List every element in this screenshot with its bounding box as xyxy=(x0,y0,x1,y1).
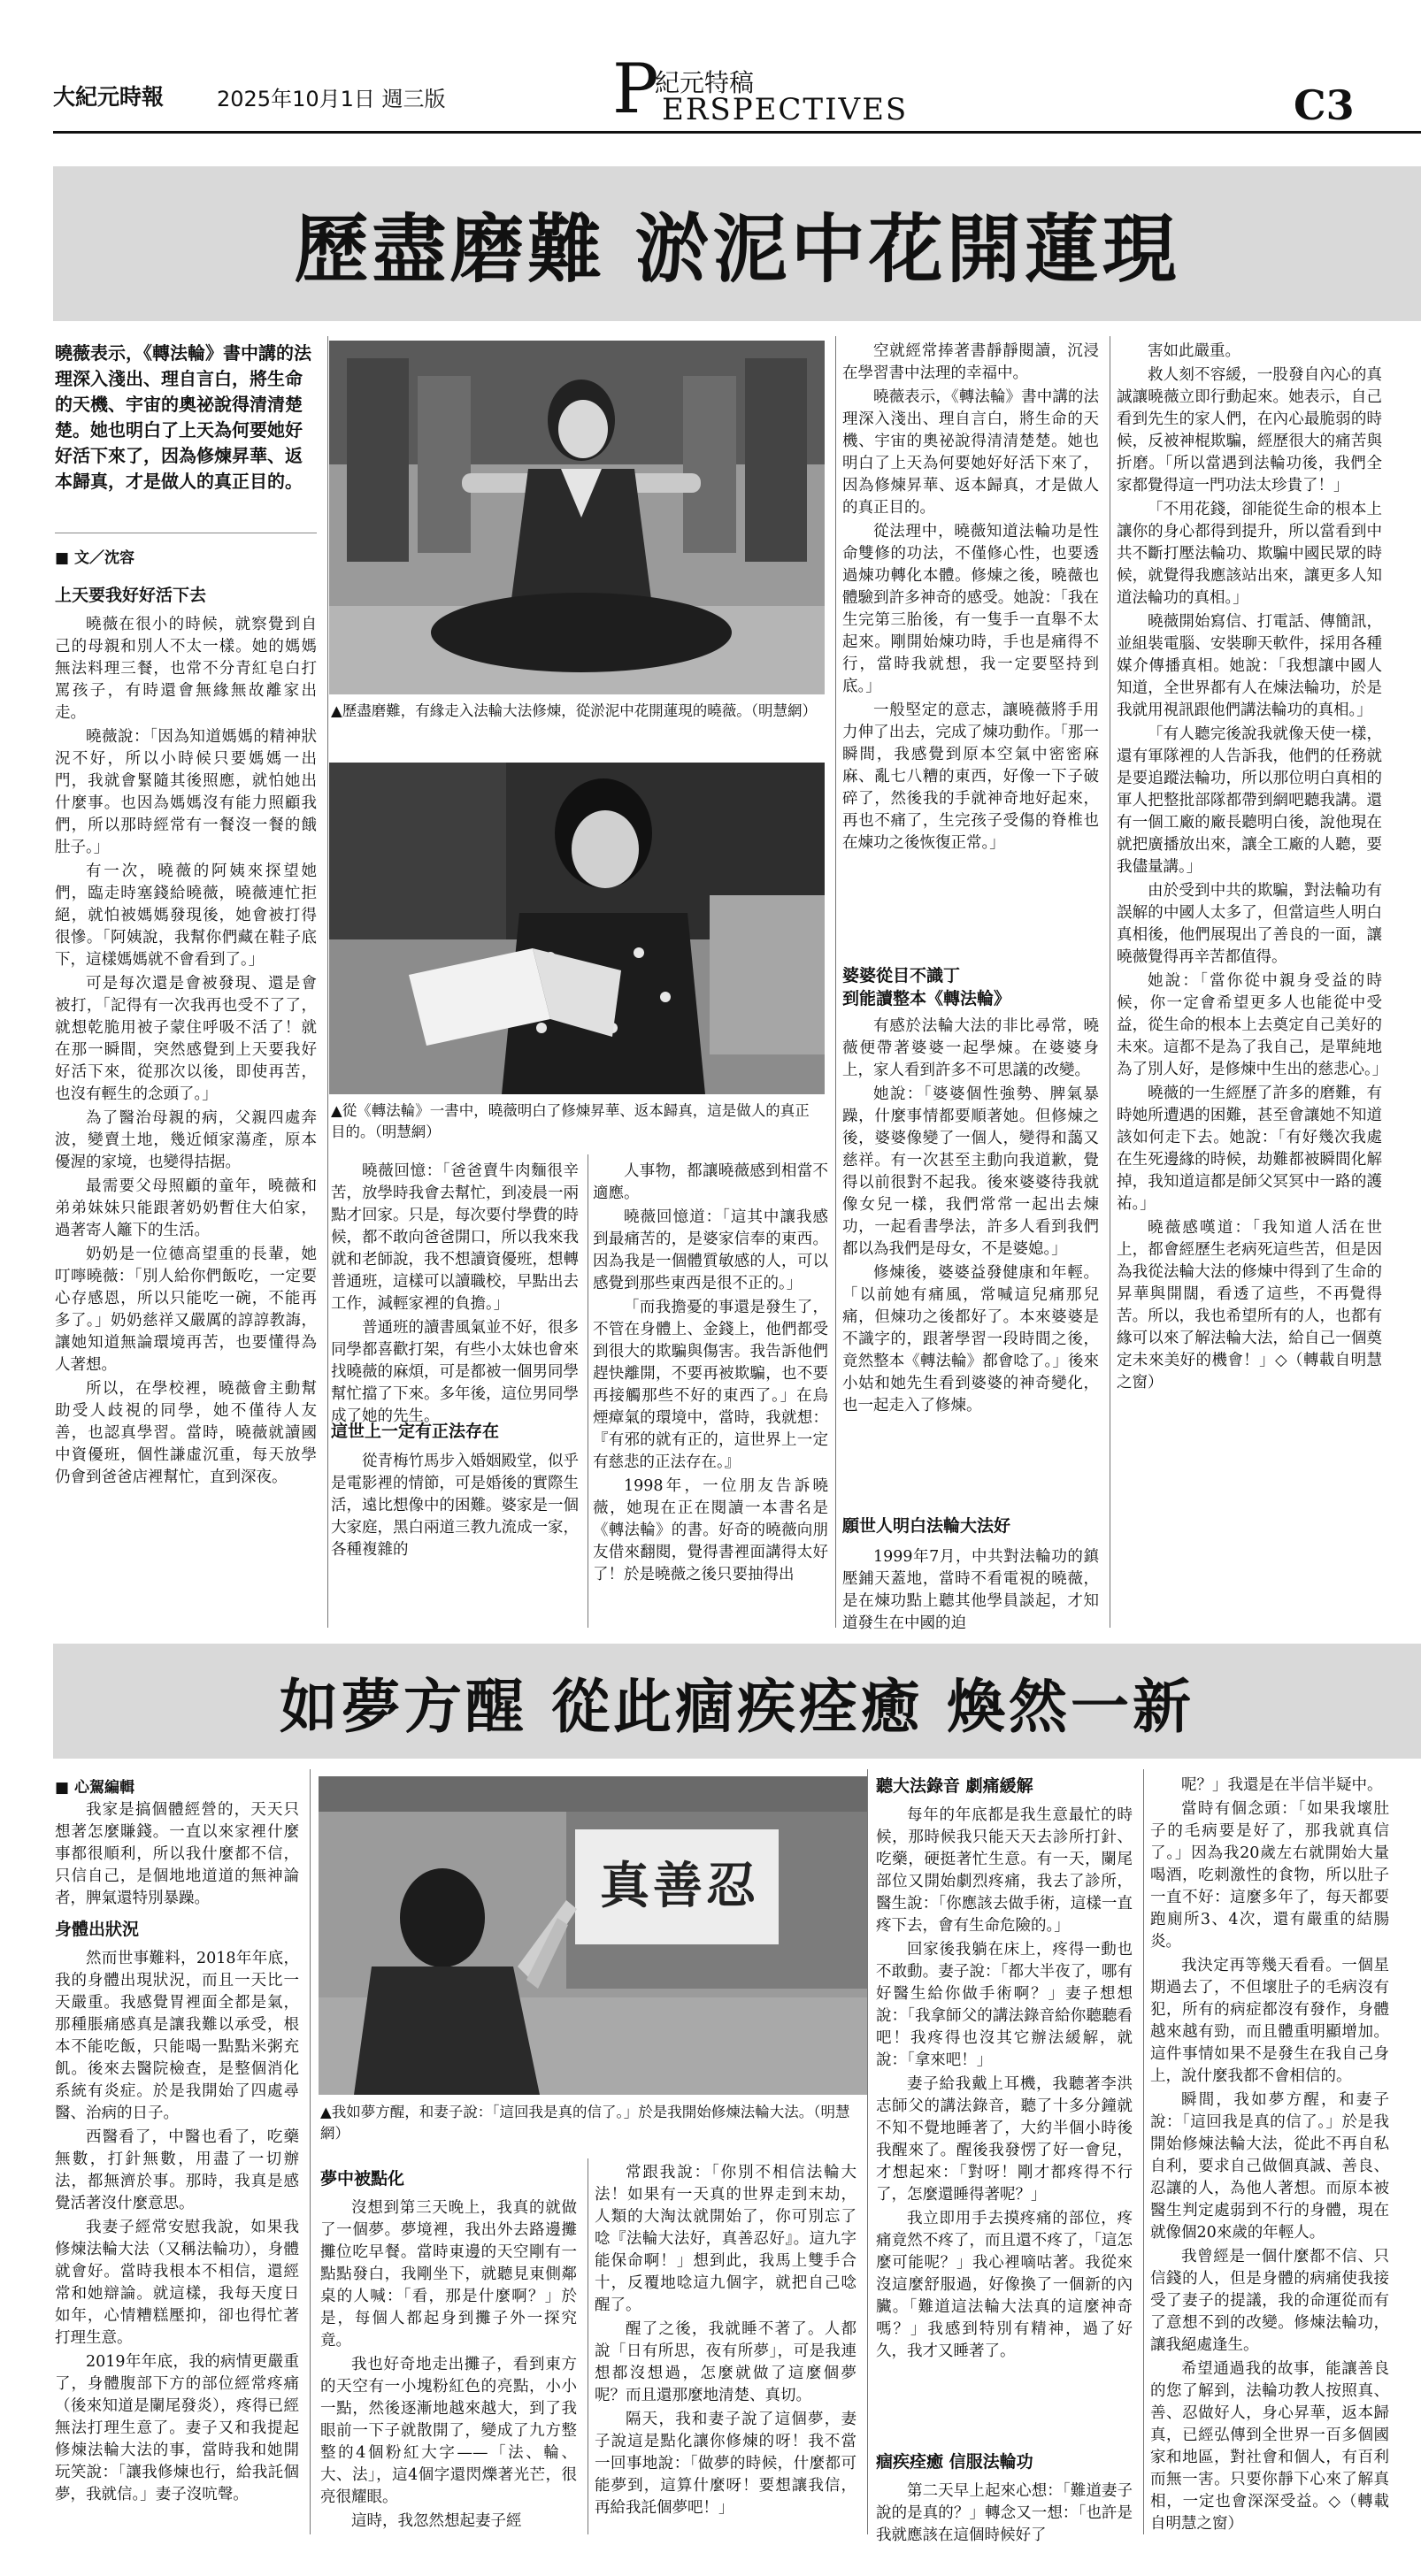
column-divider xyxy=(835,336,836,1628)
article1-subhead-3 xyxy=(842,964,1010,1010)
article2-byline: ■ 心駕編輯 xyxy=(55,1779,134,1797)
paragraph: 我妻子經常安慰我說，如果我修煉法輪大法（又稱法輪功），身體就會好。當時我根本不相信，還經常和她辯論。就這樣，我每天度日如年，心情糟糕壓抑，卻也得忙著打理生意。 xyxy=(55,2219,299,2347)
paragraph: 最需要父母照顧的童年，曉薇和弟弟妹妹只能跟著奶奶暫住大伯家，過著寄人籬下的生活。 xyxy=(55,1177,317,1239)
photo3-caption: ▲我如夢方醒，和妻子說：「這回我是真的信了。」於是我開始修煉法輪大法。（明慧網） xyxy=(320,2104,850,2142)
article1-subhead-4: 願世人明白法輪大法好 xyxy=(842,1516,1011,1536)
paragraph: 妻子給我戴上耳機，我聽著李洪志師父的講法錄音，聽了十多分鐘就不知不覺地睡著了，大約半個小時後我醒來了。醒後我發愣了好一會兒，才想起來：「對呀！剛才都疼得不行了，怎麼還睡得著呢？」 xyxy=(876,2075,1133,2204)
paragraph: 人事物，都讓曉薇感到相當不適應。 xyxy=(593,1162,828,1202)
paragraph: 每年的年底都是我生意最忙的時候，那時候我只能天天去診所打針、吃藥，硬挺著忙生意。有一天，闌尾部位又開始劇烈疼痛，我去了診所，醫生說：「你應該去做手術，這樣一直疼下去，會有生命危險的。」 xyxy=(876,1806,1133,1935)
photo-sign-text: 真善忍 xyxy=(600,1858,759,1915)
paragraph: 回家後我躺在床上，疼得一動也不敢動。妻子說：「都大半夜了，哪有好醫生給你做手術啊？」妻子想想說：「我拿師父的講法錄音給你聽聽看吧！我疼得也沒其它辦法緩解，就說：「拿來吧！」 xyxy=(876,1941,1133,2069)
paragraph: 1999年7月，中共對法輪功的鎮壓鋪天蓋地，當時不看電視的曉薇，是在煉功點上聽其他學員談起，才知道發生在中國的迫 xyxy=(842,1548,1099,1632)
article1-column-3 xyxy=(593,1161,828,1628)
paragraph: 曉薇說：「因為知道媽媽的精神狀況不好，所以小時候只要媽媽一出門，我就會緊隨其後照應，就怕她出什麼事。也因為媽媽沒有能力照顧我們，所以那時經常有一餐沒一餐的餓肚子。」 xyxy=(55,728,317,856)
subhead-3-line2: 到能讀整本《轉法輪》 xyxy=(842,989,1011,1008)
meditation-photo xyxy=(329,341,825,694)
paragraph: 「而我擔憂的事還是發生了，不管在身體上、金錢上，他們都受到很大的欺騙與傷害。我告訴他們趕快離開，不要再被欺騙，也不要再接觸那些不好的東西了。」在烏煙瘴氣的環境中，當時，我就想：『有邪的就有正的，這世界上一定有慈悲的正法存在。』 xyxy=(593,1299,828,1471)
paragraph: 我立即用手去摸疼痛的部位，疼痛竟然不疼了，而且還不疼了，「這怎麼可能呢？」我心裡嘀咕著。我從來沒這麼舒服過，好像換了一個新的內臟。「難道這法輪大法真的這麼神奇嗎？」我感到特別有精神，過了好久，我才又睡著了。 xyxy=(876,2210,1133,2360)
paragraph: 我決定再等幾天看看。一個星期過去了，不但壞肚子的毛病沒有犯，所有的病症都沒有發作，身體越來越有勁，而且體重明顯增加。這件事情如果不是發生在我自己身上，說什麼我都不會相信的。 xyxy=(1150,1957,1389,2085)
article1-subhead-1: 上天要我好好活下去 xyxy=(55,586,207,605)
article1-column-4c xyxy=(842,1546,1099,1632)
article1-column-2b xyxy=(331,1451,579,1628)
paragraph: 有感於法輪大法的非比尋常，曉薇便帶著婆婆一起學煉。在婆婆身上，家人看到許多不可思議的改變。 xyxy=(842,1017,1099,1079)
paragraph: 希望通過我的故事，能讓善良的您了解到，法輪功教人按照真、善、忍做好人，身心昇華，返本歸真，已經弘傳到全世界一百多個國家和地區，對社會和個人，有百利而無一害。只要你靜下心來了解真相，一定也會深深受益。◇（轉載自明慧之窗） xyxy=(1150,2360,1389,2533)
paragraph: 她說：「婆婆個性強勢、脾氣暴躁，什麼事情都要順著她。但修煉之後，婆婆像變了一個人，變得和藹又慈祥。有一次甚至主動向我道歉，覺得以前很對不起我。後來婆婆待我就像女兒一樣，我們常常一起出去煉功，一起看書學法，許多人看到我們都以為我們是母女，不是婆媳。」 xyxy=(842,1085,1099,1258)
section-category: 紀元特稿 xyxy=(655,68,755,97)
paragraph: 從法理中，曉薇知道法輪功是性命雙修的功法，不僅修心性，也要透過煉功轉化本體。修煉之後，曉薇也體驗到許多神奇的感受。她說：「我在生完第三胎後，有一隻手一直舉不太起來。剛開始煉功時，手也是痛得不行，當時我就想，我一定要堅持到底。」 xyxy=(842,523,1099,695)
paragraph: 一般堅定的意志，讓曉薇將手用力伸了出去，完成了煉功動作。「那一瞬間，我感覺到原本空氣中密密麻麻、亂七八糟的東西，好像一下子破碎了，然後我的手就神奇地好起來，再也不痛了，生完孩子受傷的脊椎也在煉功之後恢復正常。」 xyxy=(842,702,1099,852)
reading-photo xyxy=(329,763,825,1094)
paragraph: 曉薇回憶：「爸爸賣牛肉麵很辛苦，放學時我會去幫忙，到凌晨一兩點才回家。只是，每次要付學費的時候，都不敢向爸爸開口，所以我來我就和老師說，我不想讀資優班，想轉普通班，這樣可以讀職校，早點出去工作，減輕家裡的負擔。」 xyxy=(331,1162,579,1313)
paragraph: 西醫看了，中醫也看了，吃藥無數，打針無數，用盡了一切辦法，都無濟於事。那時，我真是感覺活著沒什麼意思。 xyxy=(55,2128,299,2212)
paragraph: 隔天，我和妻子說了這個夢，妻子說這是點化讓你修煉的呀！我不當一回事地說：「做夢的時候，什麼都可能夢到，這算什麼呀！要想讓我信，再給我託個夢吧！」 xyxy=(595,2411,856,2517)
article2-column-5 xyxy=(1150,1775,1389,2532)
article1-lead: 曉薇表示，《轉法輪》書中講的法理深入淺出、理自言白，將生命的天機、宇宙的奧祕說得清清楚楚。她也明白了上天為何要她好好活下來了，因為修煉昇華、返本歸真，才是做人的真正目的。 xyxy=(55,342,311,492)
paragraph: 第二天早上起來心想：「難道妻子說的是真的？」轉念又一想：「也許是我就應該在這個時候好了 xyxy=(876,2482,1133,2544)
paragraph: 「有人聽完後說我就像天使一樣，還有軍隊裡的人告訴我，他們的任務就是要追蹤法輪功，所以那位明白真相的軍人把整批部隊都帶到網吧聽我講。還有一個工廠的廠長聽明白後，說他現在就把廣播放出來，讓全工廠的人聽，要我儘量講。」 xyxy=(1117,725,1382,876)
article2-column-3 xyxy=(595,2162,856,2532)
masthead-paper: 大紀元時報 xyxy=(53,84,165,110)
article2-column-4b xyxy=(876,2480,1133,2544)
column-divider xyxy=(327,336,328,1628)
column-divider xyxy=(867,1769,868,2534)
article1-column-5 xyxy=(1117,341,1388,1628)
paragraph: 害如此嚴重。 xyxy=(1148,342,1240,360)
section-initial: P xyxy=(612,50,659,129)
article2-column-2 xyxy=(320,2197,577,2532)
article1-column-4b xyxy=(842,1016,1099,1476)
masthead-rule xyxy=(53,131,1421,134)
paragraph: 有一次，曉薇的阿姨來探望她們，臨走時塞錢給曉薇，曉薇連忙拒絕，就怕被媽媽發現後，她會被打得很慘。「阿姨說，我幫你們藏在鞋子底下，這樣媽媽就不會看到了。」 xyxy=(55,862,317,969)
paragraph: 「不用花錢，卻能從生命的根本上讓你的身心都得到提升，所以當看到中共不斷打壓法輪功、欺騙中國民眾的時候，就覺得我應該站出來，讓更多人知道法輪功的真相。」 xyxy=(1117,501,1382,607)
article2-subhead-4: 痼疾痊癒 信服法輪功 xyxy=(876,2452,1033,2472)
paragraph: 我曾經是一個什麼都不信、只信錢的人，但是身體的病痛使我接受了妻子的提議，我的命運從而有了意想不到的改變。修煉法輪功，讓我絕處逢生。 xyxy=(1150,2248,1389,2354)
paragraph: 可是每次還是會被發現、還是會被打，「記得有一次我再也受不了了，就想乾脆用被子蒙住呼吸不活了！就在那一瞬間，突然感覺到上天要我好好活下來，從那次以後，即使再苦，也沒有輕生的念頭了。」 xyxy=(55,975,317,1103)
article2-column-1 xyxy=(55,1799,299,1913)
article2-headline: 如夢方醒 從此痼疾痊癒 煥然一新 xyxy=(53,1644,1421,1759)
paragraph: 曉薇開始寫信、打電話、傳簡訊，並組裝電腦、安裝聊天軟件，採用各種媒介傳播真相。她說：「我想讓中國人知道，全世界都有人在煉法輪功，於是我就用視訊跟他們講法輪功的真相。」 xyxy=(1117,613,1382,719)
paragraph: 由於受到中共的欺騙，對法輪功有誤解的中國人太多了，但當這些人明白真相後，他們展現出了善良的一面，讓曉薇覺得再辛苦都值得。 xyxy=(1117,882,1382,966)
article1-byline: ■ 文／沈容 xyxy=(55,549,134,567)
paragraph: 空就經常捧著書靜靜閱讀，沉浸在學習書中法理的幸福中。 xyxy=(842,342,1099,382)
paragraph: 從青梅竹馬步入婚姻殿堂，似乎是電影裡的情節，可是婚後的實際生活，遠比想像中的困難。婆家是一個大家庭，黑白兩道三教九流成一家，各種複雜的 xyxy=(331,1453,579,1559)
paragraph: 這時，我忽然想起妻子經 xyxy=(351,2512,522,2530)
paragraph: 曉薇在很小的時候，就察覺到自己的母親和別人不太一樣。她的媽媽無法料理三餐，也常不分青紅皂白打罵孩子，有時還會無緣無故離家出走。 xyxy=(55,616,317,722)
article2-column-4 xyxy=(876,1805,1133,2433)
paragraph: 曉薇表示，《轉法輪》書中講的法理深入淺出、理自言白，將生命的天機、宇宙的奧祕說得清清楚楚。她也明白了上天為何要她好好活下來了，因為修煉昇華、返本歸真，才是做人的真正目的。 xyxy=(842,388,1099,517)
section-name: ERSPECTIVES xyxy=(662,92,909,127)
photo1-caption: ▲歷盡磨難，有緣走入法輪大法修煉，從淤泥中花開蓮現的曉薇。（明慧網） xyxy=(331,702,817,719)
paragraph: 1998年，一位朋友告訴曉薇，她現在正在閱讀一本書名是《轉法輪》的書。好奇的曉薇向朋友借來翻閱，覺得書裡面講得太好了！於是曉薇之後只要抽得出 xyxy=(593,1477,828,1583)
paragraph: 救人刻不容緩，一股發自內心的真誠讓曉薇立即行動起來。她表示，自己看到先生的家人們，在內心最脆弱的時候，反被神棍欺騙，經歷很大的痛苦與折磨。「所以當遇到法輪功後，我們全家都覺得這一門功法太珍貴了！」 xyxy=(1117,366,1382,494)
photo2-caption: ▲從《轉法輪》一書中，曉薇明白了修煉昇華、返本歸真，這是做人的真正目的。（明慧網） xyxy=(331,1102,810,1140)
paragraph: 為了醫治母親的病，父親四處奔波，變賣土地，幾近傾家蕩產，原本優渥的家境，也變得拮据。 xyxy=(55,1109,317,1171)
paragraph: 曉薇回憶道：「這其中讓我感到最痛苦的，是婆家信奉的東西。因為我是一個體質敏感的人，可以感覺到那些東西是很不正的。」 xyxy=(593,1208,828,1292)
paragraph: 所以，在學校裡，曉薇會主動幫助受人歧視的同學，她不僅待人友善，也認真學習。當時，曉薇就讀國中資優班，個性謙虛沉重，每天放學仍會到爸爸店裡幫忙，直到深夜。 xyxy=(55,1380,317,1486)
article1-column-1 xyxy=(55,614,317,1631)
article2-subhead-3: 聽大法錄音 劇痛緩解 xyxy=(876,1776,1033,1796)
masthead-date: 2025年10月1日 週三版 xyxy=(217,87,446,111)
article2-subhead-2: 夢中被點化 xyxy=(320,2169,405,2189)
paragraph: 她說：「當你從中親身受益的時候，你一定會希望更多人也能從中受益，從生命的根本上去奠定自己美好的未來。這都不是為了我自己，是單純地為了別人好，是修煉中生出的慈悲心。」 xyxy=(1117,972,1388,1078)
page-number: C3 xyxy=(1294,81,1355,129)
article2-column-1b xyxy=(55,1948,299,2532)
article1-column-4 xyxy=(842,341,1099,960)
paragraph: 我也好奇地走出攤子，看到東方的天空有一小塊粉紅色的亮點，小小一點，然後逐漸地越來越大，到了我眼前一下子就散開了，變成了九方整整的4個粉紅大字——「法、輪、大、法」，這4個字還閃爍著光芒，很亮很耀眼。 xyxy=(320,2356,577,2506)
paragraph: 修煉後，婆婆益發健康和年輕。「以前她有痛風，常喊這兒痛那兒痛，但煉功之後都好了。本來婆婆是不識字的，跟著學習一段時間之後，竟然整本《轉法輪》都會唸了。」後來小姑和她先生看到婆婆的神奇變化，也一起走入了修煉。 xyxy=(842,1264,1099,1414)
article2-subhead-1: 身體出狀況 xyxy=(55,1920,140,1939)
paragraph: 2019年年底，我的病情更嚴重了，身體腹部下方的部位經常疼痛（後來知道是闌尾發炎），疼得已經無法打理生意了。妻子又和我提起修煉法輪大法的事，當時我和她開玩笑說：「讓我修煉也行，給我託個夢，我就信。」妻子沒吭聲。 xyxy=(55,2353,299,2503)
paragraph: 我家是搞個體經營的，天天只想著怎麼賺錢。一直以來家裡什麼事都很順利，所以我什麼都不信，只信自己，是個地地道道的無神論者，脾氣還特別暴躁。 xyxy=(55,1801,299,1907)
column-divider xyxy=(1143,1769,1144,2534)
paragraph: 曉薇感嘆道：「我知道人活在世上，都會經歷生老病死這些苦，但是因為我從法輪大法的修煉中得到了生命的昇華與開闊，看透了這些，不再覺得苦。所以，我也希望所有的人，也都有緣可以來了解法輪大法，給自己一個奠定未來美好的機會！」◇（轉載自明慧之窗） xyxy=(1117,1219,1382,1392)
paragraph: 常跟我說：「你別不相信法輪大法！如果有一天真的世界走到末劫，人類的大淘汰就開始了，你可別忘了唸『法輪大法好，真善忍好』。這九字能保命啊！」想到此，我馬上雙手合十，反覆地唸這九個字，就把自己唸醒了。 xyxy=(595,2164,856,2314)
paragraph: 呢？」我還是在半信半疑中。 xyxy=(1181,1776,1383,1794)
paragraph: 當時有個念頭：「如果我壞肚子的毛病要是好了，那我就真信了。」因為我20歲左右就開始大量喝酒，吃刺激性的食物，所以肚子一直不好：這麼多年了，每天都要跑廁所3、4次，還有嚴重的結腸炎。 xyxy=(1150,1800,1389,1951)
paragraph: 沒想到第三天晚上，我真的就做了一個夢。夢境裡，我出外去路邊攤攤位吃早餐。當時東邊的天空剛有一點點發白，我剛坐下，就聽見東側鄰桌的人喊：「看，那是什麼啊？」於是，每個人都起身到攤子外一探究竟。 xyxy=(320,2199,577,2350)
column-divider xyxy=(310,1769,311,2534)
paragraph: 曉薇的一生經歷了許多的磨難，有時她所遭遇的困難，甚至會讓她不知道該如何走下去。她說：「有好幾次我處在生死邊緣的時候，劫難都被瞬間化解掉，我知道這都是師父冥冥中一路的護祐。」 xyxy=(1117,1085,1382,1213)
subhead-3-line1: 婆婆從目不識丁 xyxy=(842,966,961,985)
paragraph: 奶奶是一位德高望重的長輩，她叮嚀曉薇：「別人給你們飯吃，一定要心存感恩，所以只能吃一碗，不能再多了。」奶奶慈祥又嚴厲的諄諄教誨，讓她知道無論環境再苦，也要懂得為人著想。 xyxy=(55,1246,317,1374)
article1-headline: 歷盡磨難 淤泥中花開蓮現 xyxy=(53,166,1421,321)
paragraph: 醒了之後，我就睡不著了。人都說「日有所思，夜有所夢」，可是我連想都沒想過，怎麼就做了這麼個夢呢？而且還那麼地清楚、真切。 xyxy=(595,2320,856,2404)
paragraph: 然而世事難料，2018年年底，我的身體出現狀況，而且一天比一天嚴重。我感覺胃裡面全都是氣，那種脹痛感真是讓我難以承受，根本不能吃飯，只能喝一點點米粥充飢。後來去醫院檢查，是整個消化系統有炎症。於是我開始了四處尋醫、治病的日子。 xyxy=(55,1950,299,2122)
paragraph: 普通班的讀書風氣並不好，很多同學都喜歡打架，有些小太妹也會來找曉薇的麻煩，可是都被一個男同學幫忙擋了下來。多年後，這位男同學成了她的先生。 xyxy=(331,1319,579,1425)
meditation-room-photo xyxy=(319,1776,867,2095)
paragraph: 瞬間，我如夢方醒，和妻子說：「這回我是真的信了。」於是我開始修煉法輪大法，從此不再自私自利，要求自己做個真誠、善良、忍讓的人，為他人著想。而原本被醫生判定處弱到不行的身體，現在就像個20來歲的年輕人。 xyxy=(1150,2091,1389,2242)
article1-column-2 xyxy=(331,1161,579,1425)
article1-subhead-2: 這世上一定有正法存在 xyxy=(331,1422,500,1441)
